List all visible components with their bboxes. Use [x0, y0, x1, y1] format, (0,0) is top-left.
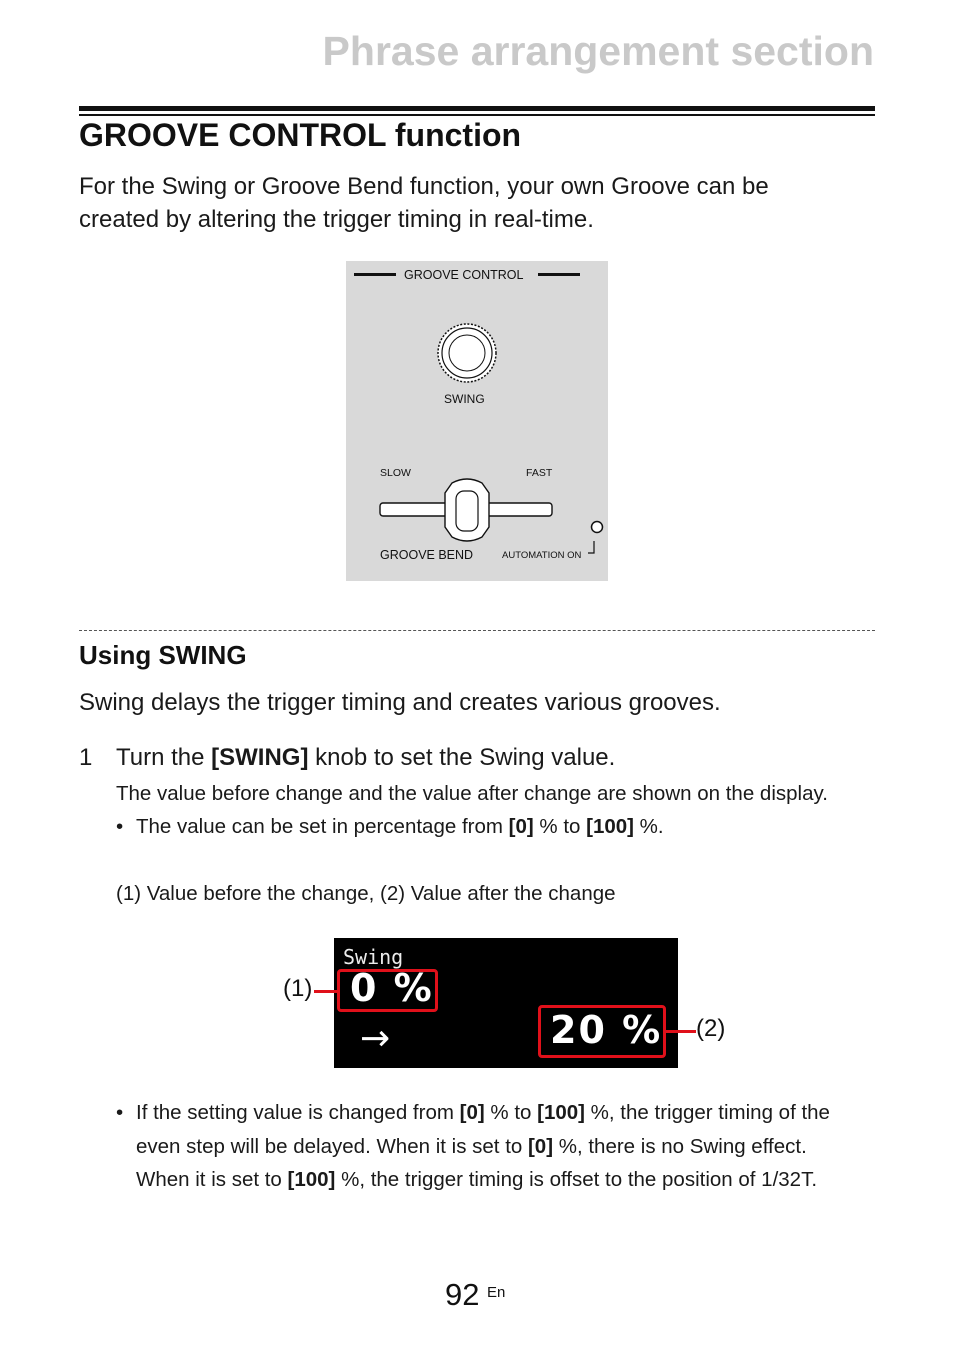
function-intro — [79, 170, 879, 236]
section-divider — [79, 630, 875, 631]
bullet-text: %. — [633, 815, 664, 838]
bullet-text: % to — [484, 1101, 538, 1124]
bullet-dot: • — [116, 1101, 124, 1124]
display-title: Swing — [343, 945, 404, 969]
step-note: The value before change and the value after change are shown on the display. — [116, 782, 828, 805]
bullet-text: The value can be set in percentage from — [136, 815, 509, 838]
header-rule-thin — [79, 114, 875, 116]
step-text-after: knob to set the Swing value. — [308, 744, 616, 771]
panel-drawing — [346, 261, 608, 581]
display-after-value: 20 % — [550, 1008, 663, 1052]
slow-label: SLOW — [380, 467, 411, 479]
intro-line-1: For the Swing or Groove Bend function, your own Groove can be — [79, 173, 769, 200]
groove-control-panel-illustration — [346, 261, 608, 581]
highlight-after — [538, 1005, 666, 1058]
groove-bend-slider-icon — [380, 479, 552, 541]
section-header: Phrase arrangement section — [322, 28, 874, 74]
bullet-line-3 — [116, 1163, 886, 1197]
callout-leader-1 — [314, 990, 339, 993]
step-1 — [79, 744, 615, 772]
title-bar-right — [538, 273, 580, 276]
swing-knob-label: SWING — [444, 392, 485, 406]
step-number: 1 — [79, 744, 93, 771]
fast-label: FAST — [526, 467, 553, 479]
display-caption: (1) Value before the change, (2) Value after the change — [116, 882, 616, 905]
page-number: 92 — [445, 1277, 480, 1312]
groove-bend-label: GROOVE BEND — [380, 548, 474, 562]
display-before-value: 0 % — [350, 966, 434, 1010]
callout-leader-2 — [666, 1030, 696, 1033]
swing-display-screen — [334, 938, 678, 1068]
bullet-max-value: [100] — [586, 815, 634, 838]
bullet-value: [100] — [537, 1101, 585, 1124]
header-rule-thick — [79, 106, 875, 111]
step-text-before: Turn the — [116, 744, 212, 771]
page-language: En — [487, 1284, 506, 1301]
bullet-value: [0] — [459, 1101, 485, 1124]
bullet-dot: • — [116, 815, 124, 838]
intro-line-2: created by altering the trigger timing in real-time. — [79, 206, 594, 233]
bullet-line-1 — [116, 1096, 886, 1130]
function-title: GROOVE CONTROL function — [79, 117, 522, 153]
display-arrow-icon: → — [360, 1018, 391, 1059]
bullet-value: [0] — [527, 1134, 554, 1158]
bullet-text: %, the trigger timing is offset to the position of 1/32T. — [335, 1168, 818, 1191]
callout-before-label: (1) — [283, 975, 313, 1002]
swing-knob-icon — [438, 324, 496, 382]
swing-section-title: Using SWING — [79, 640, 247, 670]
highlight-before — [337, 969, 438, 1012]
automation-on-label: AUTOMATION ON — [502, 550, 582, 561]
automation-led-icon — [588, 522, 603, 554]
bullet-text: When it is set to — [136, 1168, 288, 1191]
bullet-range — [116, 815, 664, 839]
title-bar-left — [354, 273, 396, 276]
bullet-text: If the setting value is changed from — [136, 1101, 460, 1124]
bullet-value: [100] — [287, 1168, 336, 1191]
bullet-text: %, the trigger timing of the — [584, 1101, 830, 1124]
panel-title-label: GROOVE CONTROL — [404, 268, 524, 282]
bullet-min-value: [0] — [508, 815, 534, 838]
bullet-text: % to — [533, 815, 587, 838]
callout-after-label: (2) — [696, 1015, 726, 1042]
bullet-line-2 — [116, 1130, 886, 1164]
swing-description: Swing delays the trigger timing and creates various grooves. — [79, 689, 721, 716]
swing-button-ref: [SWING] — [211, 744, 309, 771]
bullet-text: even step will be delayed. When it is set to — [136, 1134, 528, 1158]
bullet-text: %, there is no Swing effect. — [553, 1134, 807, 1158]
bullet-swing-effect — [116, 1096, 886, 1197]
